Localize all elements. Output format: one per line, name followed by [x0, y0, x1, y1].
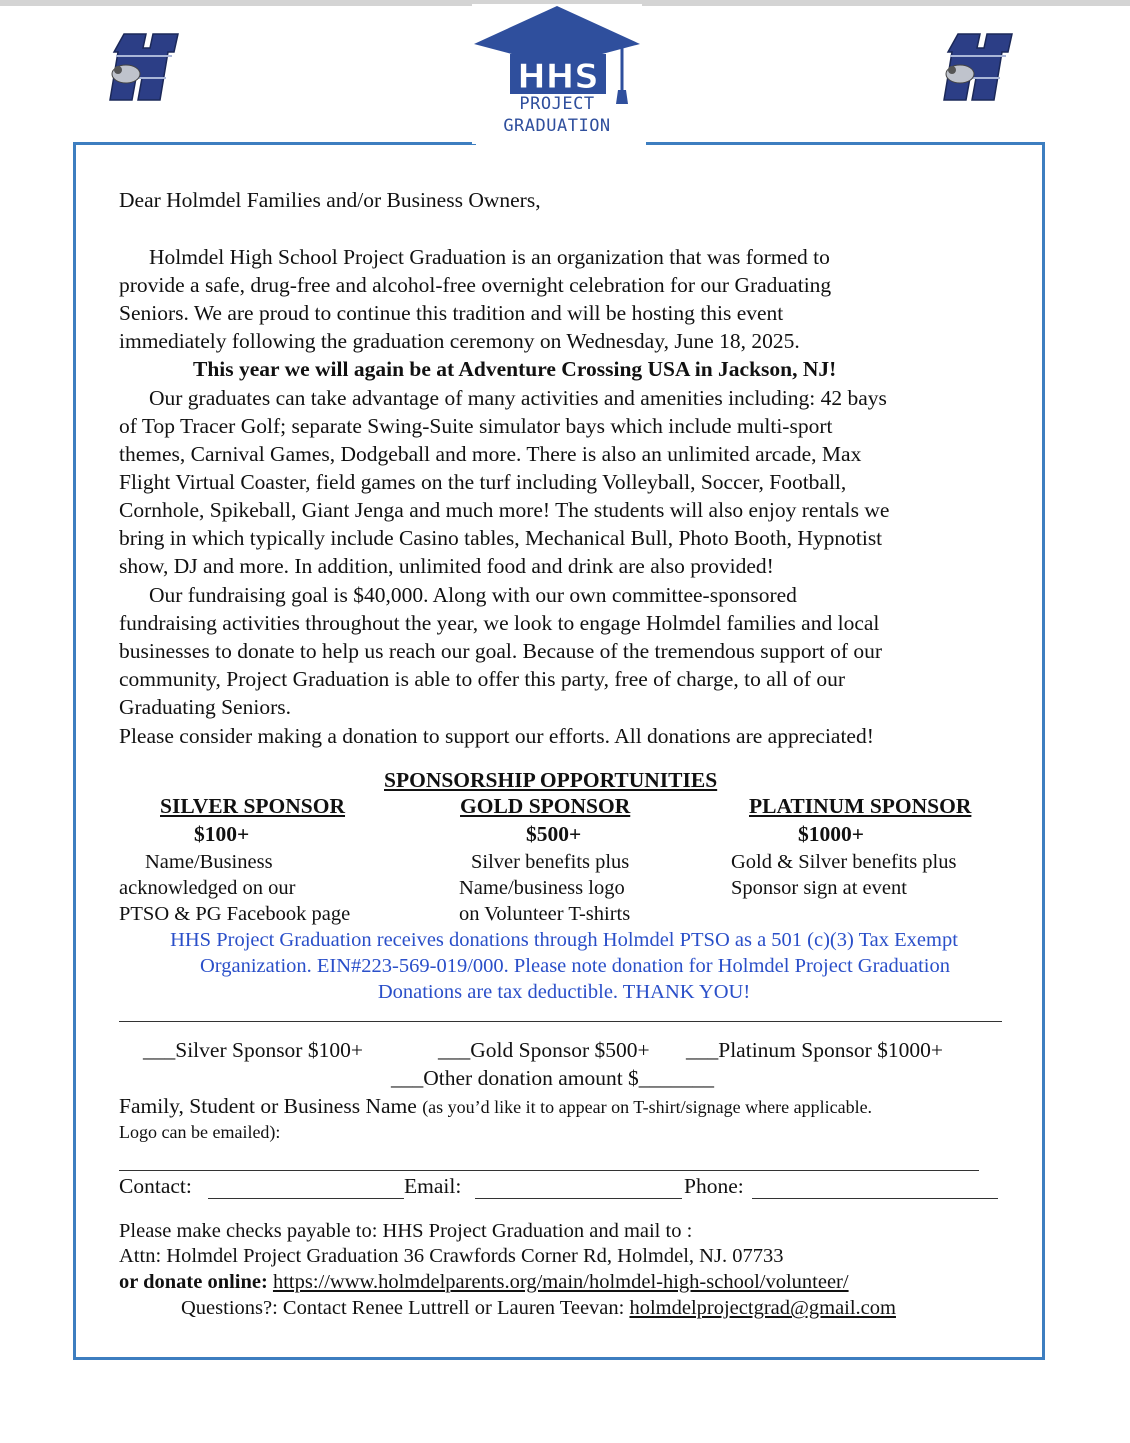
logo-graduation-text: GRADUATION: [503, 116, 611, 136]
logo-hhs-text: HHS: [517, 57, 599, 97]
fundraising-line: Graduating Seniors.: [119, 695, 291, 719]
tax-note: HHS Project Graduation receives donations through Holmdel PTSO as a 501 (c)(3) Tax Exempt: [170, 929, 958, 951]
project-graduation-logo: [472, 4, 642, 144]
name-field[interactable]: [119, 1170, 979, 1171]
intro-line: Holmdel High School Project Graduation is an organization that was formed to: [149, 245, 830, 269]
holmdel-h-hornet-icon: [940, 30, 1018, 104]
sponsorship-heading: SPONSORSHIP OPPORTUNITIES: [384, 768, 718, 792]
contact-label: Contact:: [119, 1174, 192, 1198]
gold-benefit: on Volunteer T-shirts: [459, 903, 631, 925]
gold-benefit: Name/business logo: [459, 877, 625, 899]
fundraising-line: fundraising activities throughout the year, we look to engage Holmdel families and local: [119, 611, 880, 635]
gold-option[interactable]: ___Gold Sponsor $500+: [438, 1038, 650, 1062]
address-line: Attn: Holmdel Project Graduation 36 Crawfords Corner Rd, Holmdel, NJ. 07733: [119, 1245, 784, 1267]
tax-note: Organization. EIN#223-569-019/000. Please note donation for Holmdel Project Graduation: [200, 955, 950, 977]
gold-title: GOLD SPONSOR: [460, 794, 631, 818]
silver-price: $100+: [194, 822, 250, 846]
appeal-line: Please consider making a donation to support our efforts. All donations are appreciated!: [119, 724, 874, 748]
email-field[interactable]: [475, 1198, 682, 1199]
section-divider: [119, 1021, 1002, 1022]
tax-note: Donations are tax deductible. THANK YOU!: [377, 981, 751, 1003]
intro-line: Seniors. We are proud to continue this tradition and will be hosting this event: [119, 301, 784, 325]
platinum-option[interactable]: ___Platinum Sponsor $1000+: [686, 1038, 944, 1062]
online-label: or donate online:: [119, 1271, 268, 1293]
platinum-benefit: Sponsor sign at event: [731, 877, 907, 899]
gold-price: $500+: [526, 822, 582, 846]
activities-line: Our graduates can take advantage of many activities and amenities including: 42 bays: [149, 386, 887, 410]
other-amount-option[interactable]: ___Other donation amount $_______: [391, 1066, 715, 1090]
fundraising-line: Our fundraising goal is $40,000. Along with our own committee-sponsored: [149, 583, 797, 607]
activities-line: of Top Tracer Golf; separate Swing-Suite simulator bays which include multi-sport: [119, 414, 833, 438]
phone-label: Phone:: [684, 1174, 744, 1198]
name-note: (as you’d like it to appear on T-shirt/signage where applicable.: [422, 1097, 873, 1117]
silver-benefit: Name/Business: [145, 851, 273, 873]
platinum-benefit: Gold & Silver benefits plus: [731, 851, 957, 873]
online-line: [119, 1269, 849, 1295]
activities-line: Flight Virtual Coaster, field games on the turf including Volleyball, Soccer, Football,: [119, 470, 847, 494]
silver-benefit: PTSO & PG Facebook page: [119, 903, 351, 925]
email-label: Email:: [404, 1174, 462, 1198]
intro-line: provide a safe, drug-free and alcohol-free overnight celebration for our Graduating: [119, 273, 832, 297]
activities-line: themes, Carnival Games, Dodgeball and more. There is also an unlimited arcade, Max: [119, 442, 862, 466]
salutation: Dear Holmdel Families and/or Business Owners,: [119, 188, 541, 212]
name-label: Family, Student or Business Name: [119, 1094, 417, 1118]
activities-line: Cornhole, Spikeball, Giant Jenga and much more! The students will also enjoy rentals we: [119, 498, 890, 522]
phone-field[interactable]: [752, 1198, 998, 1199]
platinum-price: $1000+: [798, 822, 865, 846]
fundraising-line: businesses to donate to help us reach our goal. Because of the tremendous support of our: [119, 639, 883, 663]
silver-benefit: acknowledged on our: [119, 877, 296, 899]
questions-line: [181, 1295, 896, 1321]
graduation-cap-icon: [472, 4, 642, 104]
checks-line: Please make checks payable to: HHS Project Graduation and mail to :: [119, 1220, 693, 1242]
holmdel-h-hornet-icon: [106, 30, 184, 104]
gold-benefit: Silver benefits plus: [471, 851, 630, 873]
contact-field[interactable]: [208, 1198, 404, 1199]
name-note-cont: Logo can be emailed):: [119, 1122, 281, 1142]
donate-link[interactable]: https://www.holmdelparents.org/main/holmdel-high-school/volunteer/: [272, 1271, 849, 1293]
questions-text: Questions?: Contact Renee Luttrell or Lauren Teevan:: [181, 1297, 625, 1319]
contact-email-link[interactable]: holmdelprojectgrad@gmail.com: [629, 1297, 896, 1319]
fundraising-line: community, Project Graduation is able to offer this party, free of charge, to all of our: [119, 667, 846, 691]
name-field-label: [119, 1092, 872, 1121]
activities-line: show, DJ and more. In addition, unlimited food and drink are also provided!: [119, 554, 774, 578]
intro-line: immediately following the graduation ceremony on Wednesday, June 18, 2025.: [119, 329, 800, 353]
activities-line: bring in which typically include Casino tables, Mechanical Bull, Photo Booth, Hypnotist: [119, 526, 883, 550]
silver-option[interactable]: ___Silver Sponsor $100+: [143, 1038, 363, 1062]
logo-project-text: PROJECT: [519, 94, 595, 114]
venue-line: This year we will again be at Adventure Crossing USA in Jackson, NJ!: [193, 357, 837, 381]
platinum-title: PLATINUM SPONSOR: [749, 794, 972, 818]
silver-title: SILVER SPONSOR: [160, 794, 346, 818]
